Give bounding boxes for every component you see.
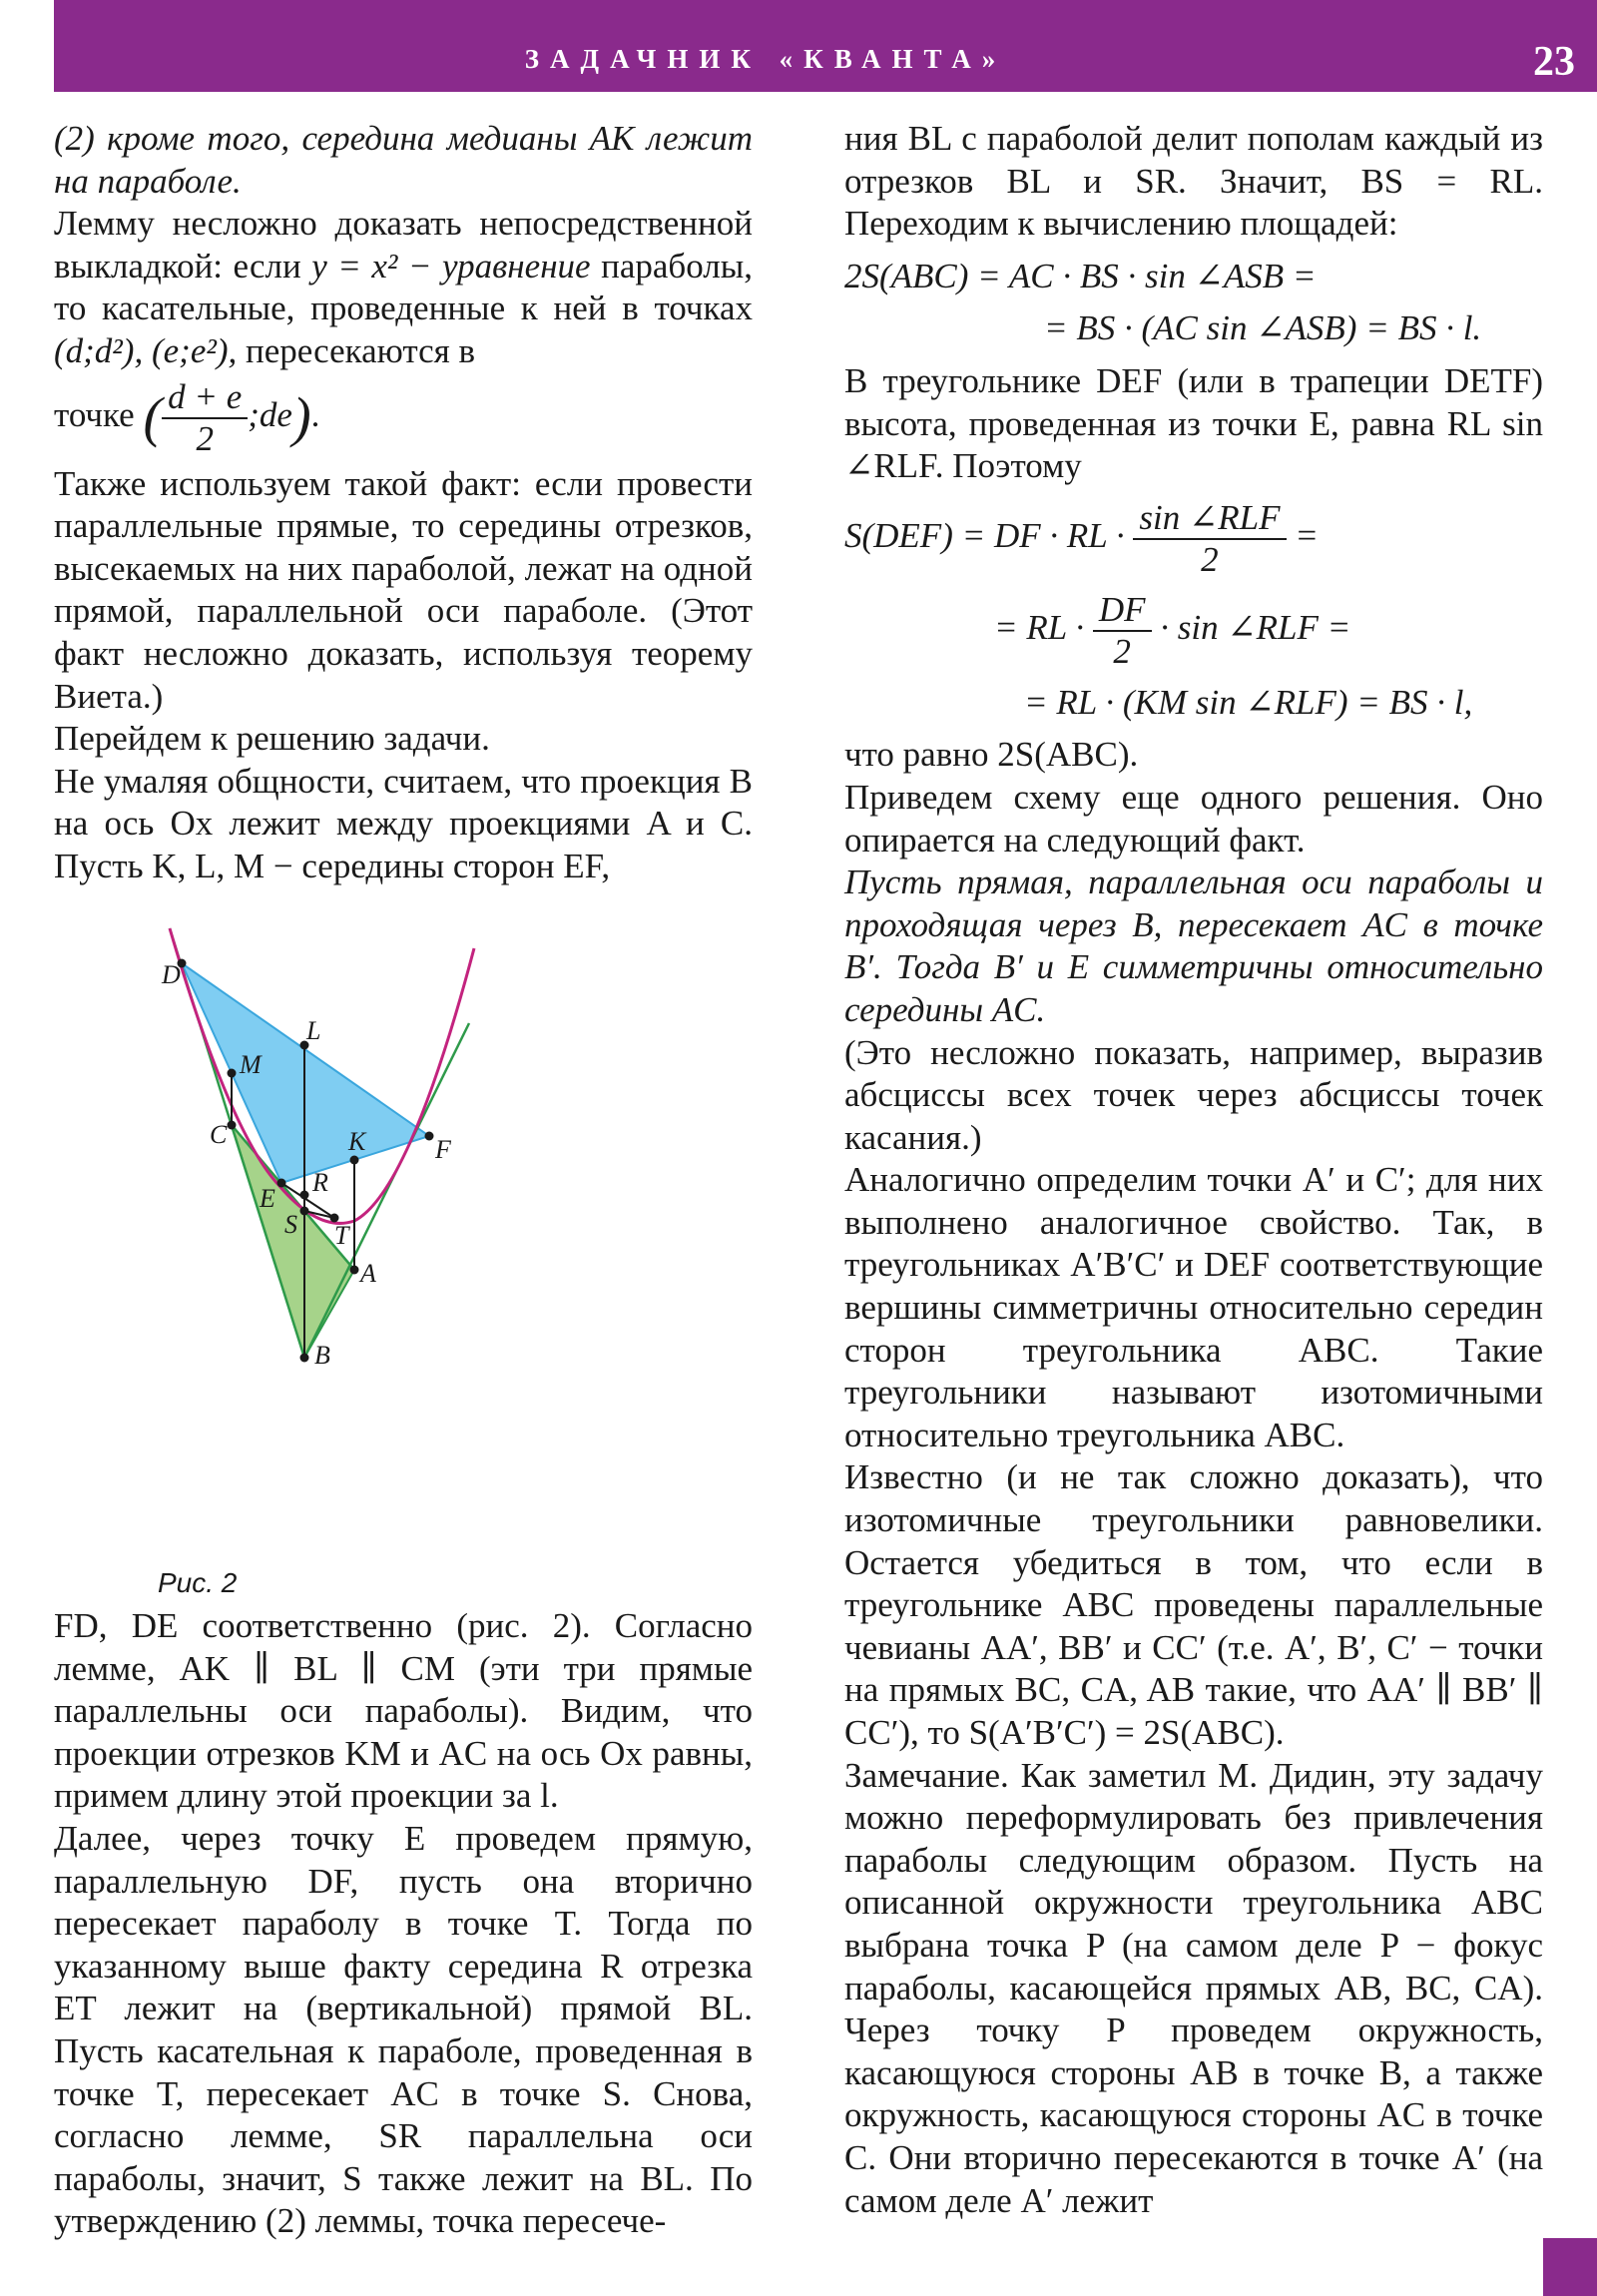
journal-section-title: ЗАДАЧНИК «КВАНТА»	[524, 44, 1007, 74]
equation-4: = RL · $\frac{DF}{2}$ · sin ∠RLF =	[994, 589, 1351, 671]
second-solution-intro: Приведем схему еще одного решения. Оно опирается на следующий факт.	[844, 777, 1543, 860]
equal-area-paragraph: Известно (и не так сложно доказать), что изотомичные треугольники равновелики. Остается убедиться в том, что если в треугольнике ABC проведены параллельные чевианы AA′, BB′ и CC′ (т.е. A′, B′, C′ − точки на прямых BC, CA, AB такие, что AA′ ∥ BB′ ∥ CC′), то S(A′B′C′) = 2S(ABC).	[844, 1457, 1543, 1752]
point-c	[228, 1121, 237, 1130]
height-paragraph: В треугольнике DEF (или в трапеции DETF) высота, проведенная из точки E, равна RL sin ∠RLF. Поэтому	[844, 360, 1543, 486]
lemma-statement-2: (2) кроме того, середина медианы AK лежит на параболе.	[54, 119, 753, 201]
lemma-proof-paragraph: Лемму несложно доказать непосредственной выкладкой: если y = x² − уравнение параболы, то касательные, проведенные к ней в точках (d;d²), (e;e²), пересекаются в	[54, 204, 753, 370]
fact-paragraph: Также используем такой факт: если провести параллельные прямые, то середины отрезков, высекаемых на них параболой, лежат на одной прямой, параллельной оси параболе. (Этот факт несложно доказать, используя теорему Виета.)	[54, 463, 753, 716]
label-m: M	[240, 1050, 262, 1079]
solution-intro: Перейдем к решению задачи.	[54, 719, 490, 759]
label-e: E	[260, 1184, 275, 1213]
point-e: (e;e²),	[151, 330, 238, 370]
equation-5: = RL · (KM sin ∠RLF) = BS · l,	[1024, 682, 1473, 722]
parabola-equation: y = x² − уравнение	[311, 246, 591, 286]
page-header	[54, 0, 1597, 92]
left-column-top	[54, 118, 753, 888]
footer-accent-bar	[1543, 2238, 1597, 2296]
equation-2: = BS · (AC sin ∠ASB) = BS · l.	[1044, 308, 1482, 348]
point-r	[300, 1191, 309, 1200]
area-conclusion: что равно 2S(ABC).	[844, 735, 1139, 775]
left-column-bottom	[54, 1605, 753, 2243]
figure-caption: Рис. 2	[158, 1567, 238, 1598]
right-continuation: ния BL с параболой делит пополам каждый из отрезков BL и SR. Значит, BS = RL. Переходим к вычислению площадей:	[844, 119, 1543, 244]
remark-paragraph: Замечание. Как заметил М. Дидин, эту задачу можно переформулировать без привлечения параболы следующим образом. Пусть на описанной окружности треугольника ABC выбрана точка P (на самом деле P − фокус параболы, касающейся прямых AB, BC, CA). Через точку P проведем окружность, касающуюся стороны AB в точке B, а также окружность, касающуюся стороны AC в точке C. Они вторично пересекаются в точке A′ (на самом деле A′ лежит	[844, 1755, 1543, 2220]
equation-3: S(DEF) = DF · RL · $\frac{\text{sin ∠RLF}}{2}$ =	[844, 497, 1319, 579]
point-m	[228, 1069, 237, 1078]
label-l: L	[306, 1016, 321, 1045]
figure-2	[140, 903, 679, 1582]
label-a: A	[360, 1259, 376, 1288]
label-f: F	[435, 1135, 451, 1164]
fact-statement: Пусть прямая, параллельная оси параболы и проходящая через B, пересекает AC в точке B′. Тогда B′ и E симметричны относительно середины AC.	[844, 862, 1543, 1029]
point-d: (d;d²),	[54, 330, 144, 370]
equation-1: 2S(ABC) = AC · BS · sin ∠ASB =	[844, 256, 1317, 295]
point-a	[350, 1266, 359, 1275]
right-column	[844, 118, 1543, 2222]
label-r: R	[312, 1168, 328, 1197]
point-s	[300, 1207, 309, 1216]
isotomic-paragraph: Аналогично определим точки A′ и C′; для них выполнено аналогичное свойство. Так, в треугольниках A′B′C′ и DEF соответствующие вершины симметричны относительно середин сторон треугольника ABC. Такие треугольники называют изотомичными относительно треугольника ABC.	[844, 1160, 1543, 1454]
fact-remark: (Это несложно показать, например, выразив абсциссы всех точек через абсциссы точек касания.)	[844, 1032, 1543, 1157]
label-b: B	[314, 1341, 330, 1370]
lemma-application: FD, DE соответственно (рис. 2). Согласно лемме, AK ∥ BL ∥ CM (эти три прямые параллельны оси параболы). Видим, что проекции отрезков KM и AC на ось Ox равны, примем длину этой проекции за l.	[54, 1606, 753, 1816]
label-c: C	[210, 1120, 228, 1149]
point-f	[425, 1132, 434, 1141]
label-d: D	[162, 960, 181, 989]
label-t: T	[334, 1221, 349, 1250]
point-b	[300, 1354, 309, 1363]
solution-setup: Не умаляя общности, считаем, что проекция B на ось Ox лежит между проекциями A и C. Пусть K, L, M − середины сторон EF,	[54, 761, 753, 885]
page-number: 23	[1533, 39, 1575, 85]
label-k: K	[348, 1127, 366, 1156]
point-k	[350, 1156, 359, 1165]
intersection-point-line: точке ( $\frac{d + e}{2}$ ;de).	[54, 376, 320, 458]
fraction-d-plus-e: $\frac{d + e}{2}$	[162, 377, 248, 459]
point-e	[277, 1179, 286, 1188]
construction-paragraph: Далее, через точку E проведем прямую, параллельную DF, пусть она вторично пересекает параболу в точке T. Тогда по указанному выше факту середина R отрезка ET лежит на (вертикальной) прямой BL. Пусть касательная к параболе, проведенная в точке T, пересекает AC в точке S. Снова, согласно лемме, SR параллельна оси параболы, значит, S также лежит на BL. По утверждению (2) леммы, точка пересече-	[54, 1818, 753, 2241]
label-s: S	[284, 1210, 297, 1239]
